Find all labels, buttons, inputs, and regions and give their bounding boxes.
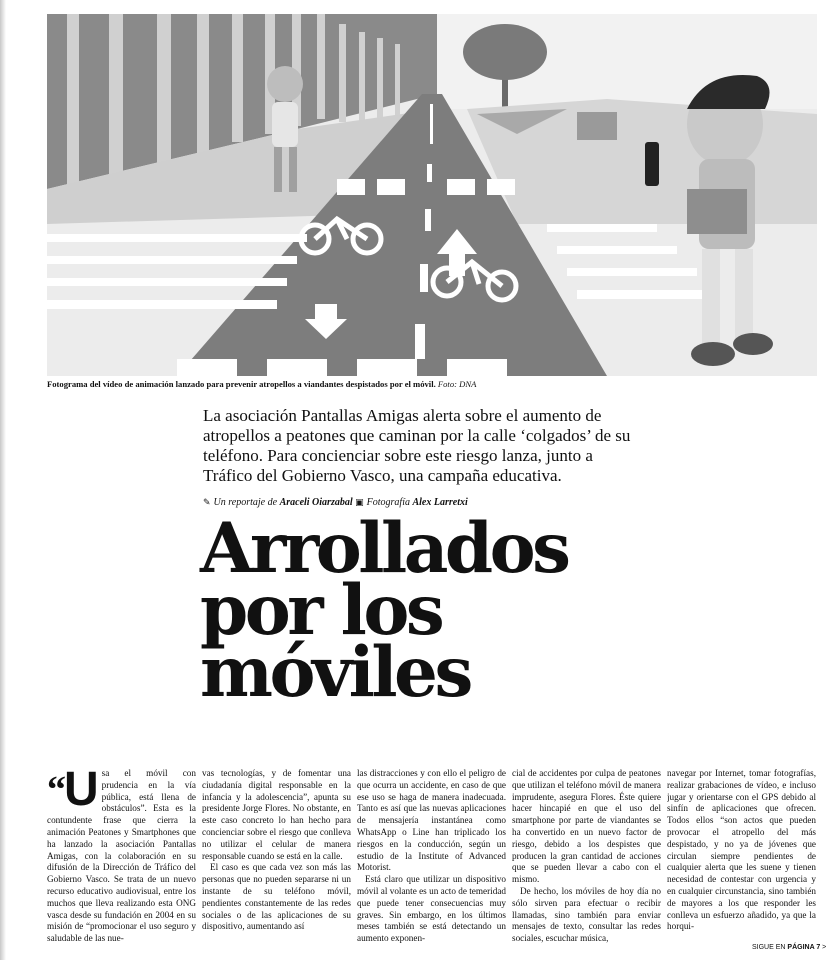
headline [200, 508, 820, 713]
continue-page: PÁGINA 7 [787, 944, 821, 951]
pen-icon: ✎ [203, 497, 211, 507]
byline-photo-prefix: Fotografía [366, 497, 410, 508]
lede: La asociación Pantallas Amigas alerta sobre el aumento de atropellos a peatones que caminan por la calle ‘colgados’ de su teléfono. Para concienciar sobre este riesgo lanza, junto a Tráfico del Gobierno Vasco, una campaña educativa. [203, 406, 631, 485]
chevron-right-icon: > [822, 944, 827, 951]
article-column-5 [667, 768, 816, 944]
street-illustration [47, 14, 817, 376]
article-column-4 [512, 768, 661, 944]
column-1-text: sa el móvil con prudencia en la vía pública, está llena de obstáculos”. Esta es la contundente frase que cierra la animación Peatones y Smartphones que ha lanzado la asociación Pantallas Amigas, con la colaboración en su difusión de la Dirección de Tráfico del Gobierno Vasco. Se trata de un nuevo recurso educativo audiovisual, entre los muchos que lleva realizando esta ONG vasca desde su fundación en 2004 en su misión de “promocionar el uso seguro y saludable de las nue- [47, 768, 196, 944]
photo-caption [47, 379, 817, 389]
column-2-paragraph-2: El caso es que cada vez son más las personas que no pueden separarse ni un instante de su teléfono móvil, pendientes constantemente de las redes sociales o de las aplicaciones de su dispositivo, aumentando así [202, 862, 351, 932]
headline-line-1: Arrollados [200, 508, 568, 589]
byline [203, 497, 763, 508]
continue-prefix: SIGUE EN [752, 944, 786, 951]
column-3-paragraph-1: las distracciones y con ello el peligro de que ocurra un accidente, en caso de que ese uso se haga de manera inadecuada. Tanto es así que las nuevas aplicaciones de mensajería instantánea como WhatsApp o Line han triplicado los riesgos en la conducción, según un estudio de la Institute of Advanced Motorist. [357, 768, 506, 873]
continue-link[interactable] [752, 944, 826, 951]
column-4-paragraph-2: De hecho, los móviles de hoy día no sólo sirven para efectuar o recibir llamadas, sino también para enviar mensajes de texto, consultar las redes sociales, escuchar música, [512, 885, 661, 944]
byline-photographer: Alex Larretxi [412, 497, 468, 508]
byline-author: Araceli Oiarzabal [279, 497, 353, 508]
caption-text: Fotograma del vídeo de animación lanzado para prevenir atropellos a viandantes despistados por el móvil. [47, 379, 436, 389]
article-column-3 [357, 768, 506, 944]
drop-cap: “U [47, 768, 99, 816]
article-body [47, 768, 821, 944]
column-2-paragraph-1: vas tecnologías, y de fomentar una ciudadanía digital responsable en la infancia y la adolescencia”, apunta su presidente Jorge Flores. No obstante, en este caso concreto lo han hecho para concienciar sobre el riesgo que conlleva no utilizar el celular de manera responsable cuando se está en la calle. [202, 768, 351, 861]
caption-credit: Foto: DNA [437, 379, 477, 389]
byline-prefix: Un reportaje de [213, 497, 278, 508]
article-column-2 [202, 768, 351, 944]
headline-line-3: móviles [200, 632, 470, 713]
column-4-paragraph-1: cial de accidentes por culpa de peatones que utilizan el teléfono móvil de manera imprudente, asegura Flores. Éste quiere hacer hincapié en que el uso del smartphone por parte de viandantes se ha convertido en un nuevo factor de riesgo, debido a los despistes que producen la gran cantidad de acciones que se pueden llevar a cabo con el mismo. [512, 768, 661, 885]
camera-icon: ▣ [355, 497, 364, 507]
page-edge-shadow [0, 0, 6, 960]
column-5-text: navegar por Internet, tomar fotografías, realizar grabaciones de vídeo, e incluso jugar y orientarse con el GPS debido al sinfín de aplicaciones que ofrecen. Todos ellos “son actos que pueden provocar el atropello del más despistado, y no ya de jóvenes que circulan siempre pendientes de cualquier alerta que les suene y tienen necesidad de contestar con urgencia y en cualquier circunstancia, sino también de mayores a los que responder les conlleva un esfuerzo añadido, ya que la horqui- [667, 768, 816, 932]
headline-line-2: por los [200, 570, 442, 651]
article-column-1 [47, 768, 196, 944]
column-3-paragraph-2: Está claro que utilizar un dispositivo móvil al volante es un acto de temeridad que puede tener consecuencias muy graves. Sin embargo, en los últimos meses también se está detectando un aumento exponen- [357, 874, 506, 944]
